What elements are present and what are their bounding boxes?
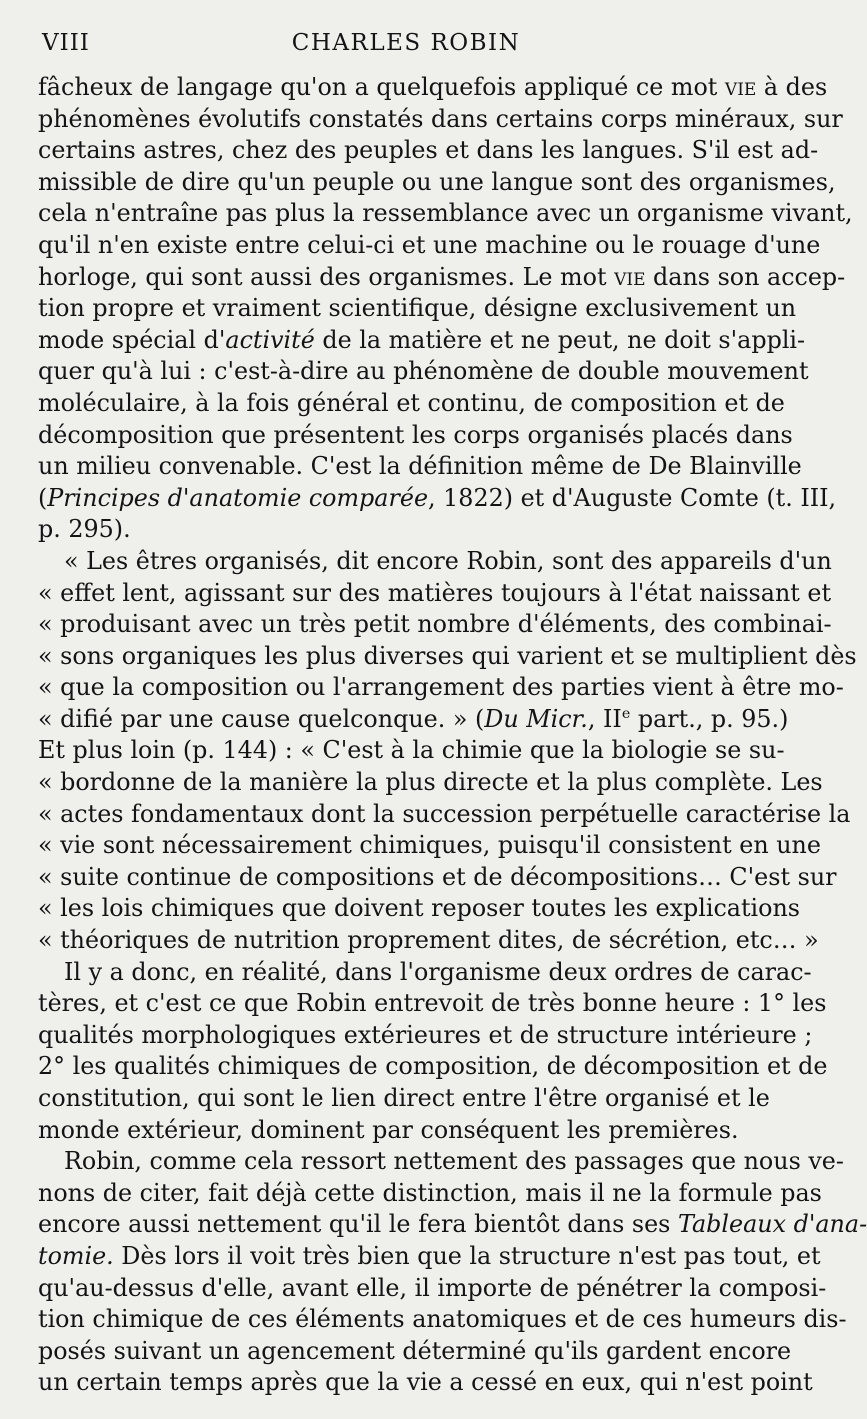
text-run: mode spécial d'	[38, 325, 226, 354]
text-run: cela n'entraîne pas plus la ressemblance avec un organisme vivant,	[38, 199, 853, 228]
text-line	[38, 420, 793, 452]
text-run: fâcheux de langage qu'on a quelquefois appliqué ce mot	[38, 73, 725, 101]
text-run: part., p. 95.)	[630, 704, 789, 733]
text-line	[38, 1273, 827, 1305]
text-run: qualités morphologiques extérieures et de structure intérieure ;	[38, 1020, 813, 1049]
running-title: CHARLES ROBIN	[291, 30, 521, 56]
text-line	[38, 578, 832, 610]
italic-text: tomie.	[38, 1241, 114, 1270]
text-run: dans son accep-	[645, 262, 846, 291]
text-run: « produisant avec un très petit nombre d'éléments, des combinai-	[38, 610, 832, 639]
text-run: certains astres, chez des peuples et dans les langues. S'il est ad-	[38, 136, 819, 165]
text-line	[38, 1051, 828, 1083]
text-run: qu'il n'en existe entre celui-ci et une machine ou le rouage d'une	[38, 230, 821, 259]
text-line	[38, 799, 851, 831]
text-run: décomposition que présentent les corps organisés placés dans	[38, 420, 793, 449]
text-line	[38, 356, 809, 388]
text-line	[38, 230, 821, 262]
text-run: qu'au-dessus d'elle, avant elle, il importe de pénétrer la composi-	[38, 1273, 827, 1302]
text-line	[38, 735, 785, 767]
text-line	[38, 325, 806, 357]
text-line	[38, 1115, 764, 1147]
text-line	[38, 925, 819, 957]
text-line	[38, 546, 832, 578]
text-line	[38, 893, 801, 925]
text-run: (	[38, 483, 48, 512]
text-run: nons de citer, fait déjà cette distinction, mais il ne la formule pas	[38, 1178, 822, 1207]
text-run: « vie sont nécessairement chimiques, puisqu'il consistent en une	[38, 831, 821, 860]
text-line	[38, 198, 853, 230]
text-run: monde extérieur, dominent par conséquent les premières.	[38, 1115, 739, 1144]
text-run: « sons organiques les plus diverses qui varient et se multiplient dès	[38, 641, 857, 670]
text-line	[38, 1304, 847, 1336]
text-run: missible de dire qu'un peuple ou une langue sont des organismes,	[38, 167, 836, 196]
text-run: phénomènes évolutifs constatés dans certains corps minéraux, sur	[38, 104, 843, 133]
text-line	[38, 1146, 844, 1178]
page-header	[42, 30, 770, 64]
text-run: « effet lent, agissant sur des matières toujours à l'état naissant et	[38, 578, 832, 607]
text-line	[38, 767, 823, 799]
text-run: « bordonne de la manière la plus directe et la plus complète. Les	[38, 768, 823, 797]
text-line	[38, 1241, 821, 1273]
text-run: « Les êtres organisés, dit encore Robin, sont des appareils d'un	[64, 546, 832, 575]
text-line	[38, 704, 789, 736]
text-line	[38, 72, 828, 104]
text-run: constitution, qui sont le lien direct entre l'être organisé et le	[38, 1084, 770, 1112]
text-run: « théoriques de nutrition proprement dites, de sécrétion, etc… »	[38, 926, 819, 955]
text-line	[38, 672, 844, 704]
text-run: Robin, comme cela ressort nettement des passages que nous ve-	[64, 1147, 844, 1176]
italic-text: Tableaux d'ana-	[677, 1210, 867, 1239]
text-line	[38, 135, 819, 167]
text-line	[38, 957, 812, 989]
text-run: de la matière et ne peut, ne doit s'appli-	[314, 325, 806, 354]
text-line	[38, 1178, 822, 1210]
text-line	[38, 451, 802, 483]
text-line	[38, 1209, 867, 1241]
page-number: VIII	[42, 30, 90, 56]
italic-text: activité	[225, 325, 315, 354]
text-run: , 1822) et d'Auguste Comte (t. III,	[428, 483, 837, 512]
text-run: horloge, qui sont aussi des organismes. Le mot	[38, 262, 615, 291]
text-run: Il y a donc, en réalité, dans l'organisme deux ordres de carac-	[64, 957, 812, 986]
text-line	[38, 104, 843, 136]
text-run: « suite continue de compositions et de décompositions… C'est sur	[38, 862, 837, 891]
text-line	[38, 293, 797, 325]
italic-text: Du Micr.	[484, 704, 588, 733]
text-run: Et plus loin (p. 144) : « C'est à la chimie que la biologie se su-	[38, 736, 785, 765]
text-line	[38, 609, 832, 641]
text-run: moléculaire, à la fois général et continu, de composition et de	[38, 388, 785, 417]
text-line	[38, 641, 857, 673]
text-run: à des	[756, 73, 828, 101]
text-run: « difié par une cause quelconque. » (	[38, 704, 485, 733]
text-line	[38, 1083, 770, 1115]
text-run: p. 295).	[38, 515, 131, 544]
text-run: un milieu convenable. C'est la définition même de De Blainville	[38, 452, 802, 481]
italic-text: Principes d'anatomie comparée	[47, 483, 429, 512]
text-run: , II	[587, 704, 622, 733]
text-line	[38, 514, 764, 546]
small-caps-word: vie	[724, 73, 757, 101]
text-run: tion chimique de ces éléments anatomiques et de ces humeurs dis-	[38, 1305, 847, 1334]
text-run: Dès lors il voit très bien que la structure n'est pas tout, et	[113, 1241, 821, 1270]
text-line	[38, 862, 837, 894]
text-run: tion propre et vraiment scientifique, désigne exclusivement un	[38, 294, 797, 323]
text-run: quer qu'à lui : c'est-à-dire au phénomène de double mouvement	[38, 357, 809, 386]
text-line	[38, 262, 846, 294]
text-line	[38, 483, 837, 515]
text-run: 2° les qualités chimiques de composition, de décomposition et de	[38, 1052, 828, 1081]
text-line	[38, 1336, 792, 1368]
text-run: encore aussi nettement qu'il le fera bientôt dans ses	[38, 1210, 678, 1239]
text-run: un certain temps après que la vie a cessé en eux, qui n'est point	[38, 1368, 813, 1397]
text-line	[38, 1020, 813, 1052]
text-run: posés suivant un agencement déterminé qu'ils gardent encore	[38, 1336, 792, 1365]
text-run: « les lois chimiques que doivent reposer toutes les explications	[38, 894, 801, 923]
text-line	[38, 388, 785, 420]
text-run: « que la composition ou l'arrangement des parties vient à être mo-	[38, 673, 844, 702]
text-line	[38, 167, 836, 199]
small-caps-word: vie	[614, 262, 646, 291]
body-text	[38, 72, 867, 1399]
text-line	[38, 830, 821, 862]
text-line	[38, 1367, 813, 1399]
text-run: « actes fondamentaux dont la succession perpétuelle caractérise la	[38, 799, 851, 828]
text-line	[38, 988, 827, 1020]
superscript: e	[621, 705, 631, 722]
text-run: tères, et c'est ce que Robin entrevoit de très bonne heure : 1° les	[38, 989, 827, 1018]
